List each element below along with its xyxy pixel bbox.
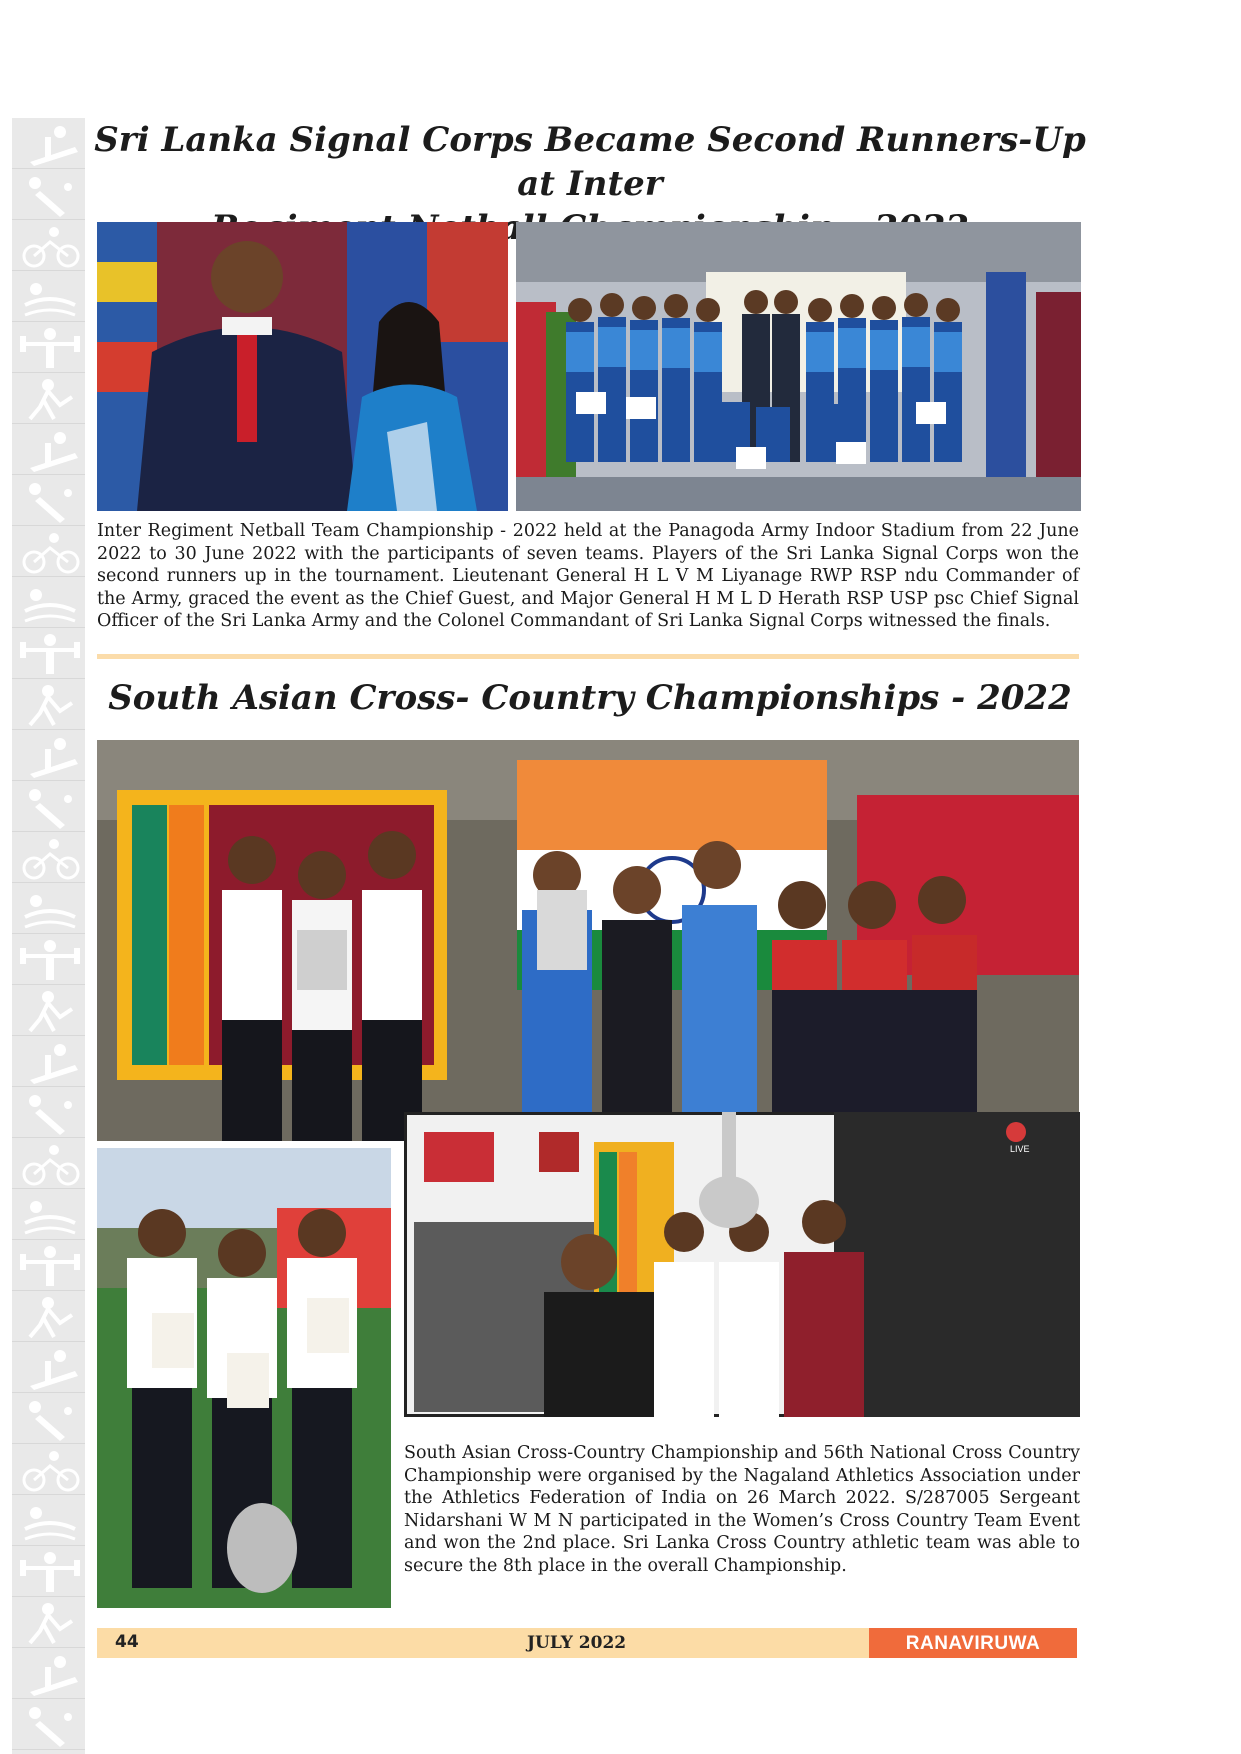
gymnastics-icon — [20, 1397, 80, 1445]
sidebar-tile — [12, 1036, 85, 1087]
sidebar-tile — [12, 679, 85, 730]
tennis-icon — [20, 887, 80, 935]
rowing-icon — [20, 122, 80, 170]
sidebar-tile — [12, 118, 85, 169]
diving-icon — [20, 1193, 80, 1241]
sidebar-tile — [12, 985, 85, 1036]
sidebar-tile — [12, 1087, 85, 1138]
archery-icon — [20, 428, 80, 476]
swimming-icon — [20, 1142, 80, 1190]
fencing-icon — [20, 530, 80, 578]
running-icon — [20, 1499, 80, 1547]
hurdles-icon — [20, 632, 80, 680]
fencing-icon — [20, 1550, 80, 1598]
sidebar-tile — [12, 475, 85, 526]
sidebar-tile — [12, 1189, 85, 1240]
magazine-name: RANAVIRUWA — [905, 1633, 1041, 1654]
cycling-icon — [20, 1703, 80, 1751]
skiing-icon — [20, 989, 80, 1037]
sidebar-tile — [12, 883, 85, 934]
magazine-brand-box — [869, 1628, 1077, 1658]
title-line-1: Sri Lanka Signal Corps Became Second Runners-Up at Inter — [94, 120, 1086, 204]
trophy-presentation-photo — [404, 1112, 1080, 1417]
sri-lanka-athletes-photo — [97, 1148, 391, 1608]
football-icon — [20, 1295, 80, 1343]
sidebar-tile — [12, 1138, 85, 1189]
article-title-cross-country: South Asian Cross- Country Championships - 2022 — [108, 678, 1072, 718]
cross-country-flags-photo — [97, 740, 1079, 1141]
shooting-icon — [20, 479, 80, 527]
baseball-icon — [20, 173, 80, 221]
rowing-icon — [20, 1040, 80, 1088]
sidebar-tile — [12, 730, 85, 781]
sidebar-tile — [12, 1648, 85, 1699]
sidebar-tile — [12, 1240, 85, 1291]
gymnastics-icon — [20, 377, 80, 425]
sidebar-tile — [12, 373, 85, 424]
running-icon — [20, 581, 80, 629]
sidebar-tile — [12, 271, 85, 322]
sidebar-tile — [12, 424, 85, 475]
weightlifting-icon — [20, 1346, 80, 1394]
basketball-icon — [20, 1244, 80, 1292]
netball-article-body: Inter Regiment Netball Team Championship - 2022 held at the Panagoda Army Indoor Stadium from 22 June 2022 to 30 June 2022 with the participants of seven teams. Players of the Sri Lanka Signal Corps won the second runners up in the tournament. Lieutenant General H L V M Liyanage RWP RSP ndu Commander of the Army, graced the event as the Chief Guest, and Major General H M L D Herath RSP USP psc Chief Signal Officer of the Sri Lanka Army and the Colonel Commandant of Sri Lanka Signal Corps witnessed the finals. — [97, 521, 1079, 632]
sidebar-tile — [12, 1546, 85, 1597]
sidebar-tile — [12, 1342, 85, 1393]
volleyball-icon — [20, 938, 80, 986]
sidebar-tile — [12, 169, 85, 220]
sidebar-tile — [12, 577, 85, 628]
sidebar-tile — [12, 1597, 85, 1648]
sidebar-tile — [12, 1393, 85, 1444]
sidebar-tile — [12, 220, 85, 271]
sidebar-tile — [12, 832, 85, 883]
canoe-icon — [20, 734, 80, 782]
wrestling-icon — [20, 785, 80, 833]
judo-icon — [20, 836, 80, 884]
section-divider — [97, 654, 1079, 659]
cross-country-article-body: South Asian Cross-Country Championship and 56th National Cross Country Championship were organised by the Nagaland Athletics Association under the Athletics Federation of India on 26 March 2022. S/287005 Sergeant Nidarshani W M N participated in the Women’s Cross Country Team Event and won the 2nd place. Sri Lanka Cross Country athletic team was able to secure the 8th place in the overall Championship. — [404, 1443, 1080, 1576]
netball-team-photo — [516, 222, 1081, 511]
page-number: 44 — [115, 1632, 139, 1652]
sports-icon-sidebar — [12, 118, 85, 1754]
boxing-icon — [20, 683, 80, 731]
sidebar-tile — [12, 526, 85, 577]
sidebar-tile — [12, 781, 85, 832]
sidebar-tile — [12, 1699, 85, 1750]
sidebar-tile — [12, 934, 85, 985]
cycling-icon — [20, 1091, 80, 1139]
swimming-icon — [20, 275, 80, 323]
medal-presentation-photo — [97, 222, 508, 511]
weightlifting-icon — [20, 326, 80, 374]
rowing-icon — [20, 1652, 80, 1700]
sidebar-tile — [12, 1495, 85, 1546]
page-footer — [97, 1628, 1077, 1658]
boxing-icon — [20, 1601, 80, 1649]
issue-date: JULY 2022 — [527, 1633, 627, 1653]
svg-text:LIVE: LIVE — [1010, 1144, 1030, 1154]
sidebar-tile — [12, 1291, 85, 1342]
sidebar-tile — [12, 322, 85, 373]
sidebar-tile — [12, 628, 85, 679]
sidebar-tile — [12, 1444, 85, 1495]
cycling-icon — [20, 224, 80, 272]
archery-icon — [20, 1448, 80, 1496]
